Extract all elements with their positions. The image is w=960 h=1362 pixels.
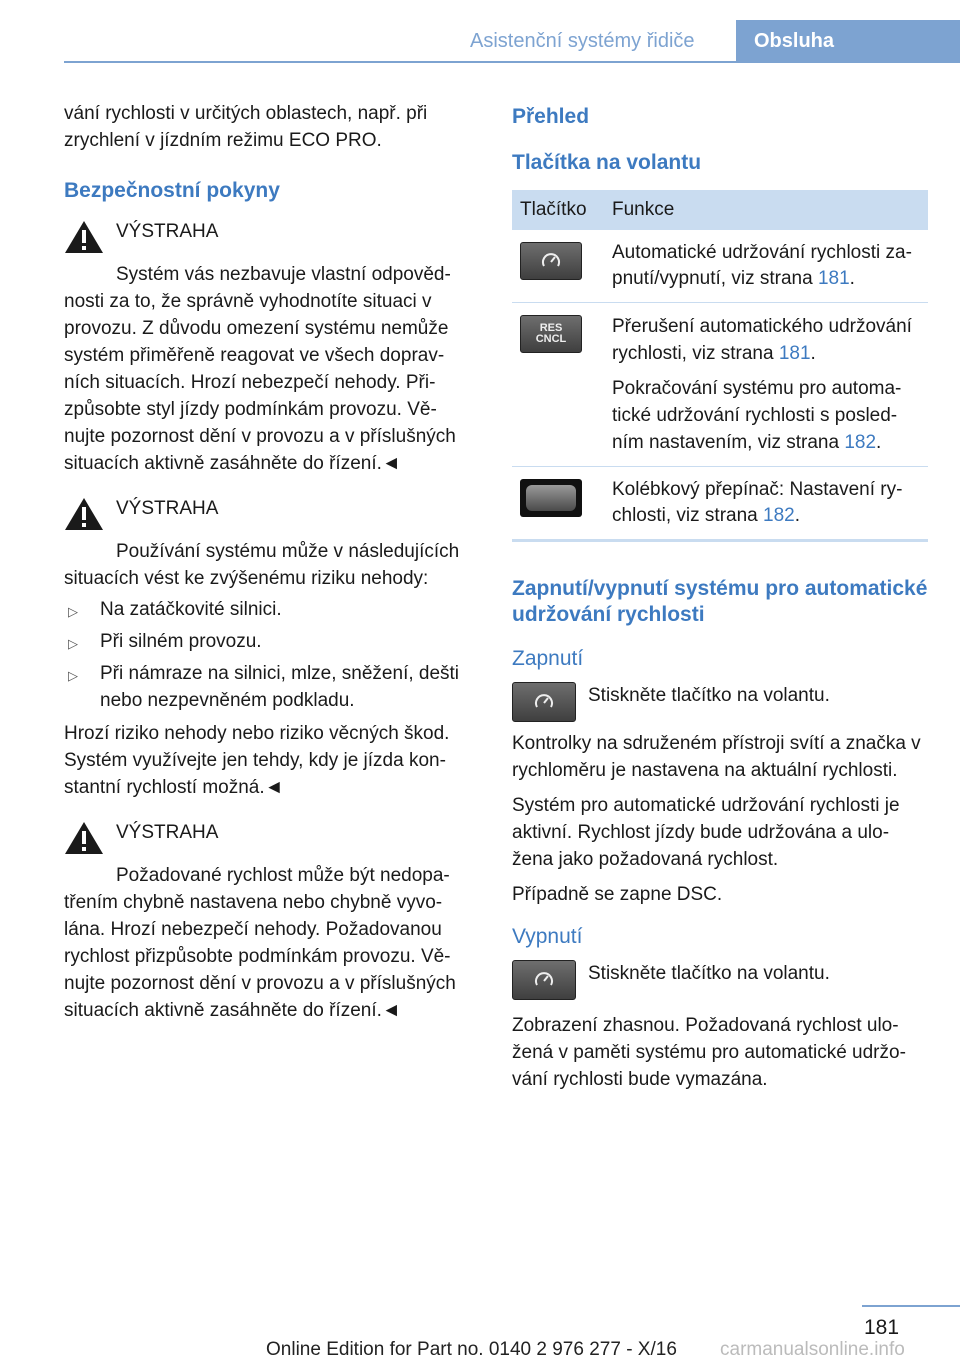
onoff-heading: Zapnutí/vypnutí systému pro automatické udržování rychlosti bbox=[512, 577, 928, 626]
watermark: carmanualsonline.info bbox=[720, 1339, 905, 1360]
table-row bbox=[512, 230, 928, 303]
cruise-control-key-icon bbox=[512, 682, 576, 722]
switch-on-heading: Zapnutí bbox=[512, 647, 584, 670]
column-header-key: Tlačítko bbox=[512, 190, 604, 230]
left-column bbox=[64, 100, 474, 1024]
warning-conclusion: Hrozí riziko nehody nebo riziko věcných škod. Systém využívejte jen tehdy, kdy je jízda kon-stantní rychlostí možná.◄ bbox=[64, 723, 450, 798]
warning-block-2 bbox=[64, 495, 474, 801]
switch-on-instruction bbox=[512, 682, 928, 722]
page-link[interactable]: 181 bbox=[778, 343, 811, 364]
res-cncl-key-icon: RES CNCL bbox=[520, 315, 582, 353]
switch-off-heading: Vypnutí bbox=[512, 925, 583, 948]
page-link[interactable]: 182 bbox=[763, 505, 795, 526]
header-chapter-tab bbox=[736, 20, 960, 63]
hazard-list bbox=[64, 596, 474, 714]
rocker-switch-icon bbox=[520, 479, 582, 517]
function-cell: Kolébkový přepínač: Nastavení ry-chlosti, viz strana 182. bbox=[604, 467, 928, 541]
header-chapter-label: Obsluha bbox=[754, 30, 835, 52]
safety-heading: Bezpečnostní pokyny bbox=[64, 179, 280, 202]
page-link[interactable]: 182 bbox=[844, 432, 877, 453]
warning-text: Systém vás nezbavuje vlastní odpověd-nosti za to, že správně vyhodnotíte situaci v provozu. Z důvodu omezení systému nemůže systém přiměřeně reagovat ve všech doprav-ních situacích. Hrozí nebezpečí nehody. Při-způsobte styl jízdy podmínkám provozu. Vě-nujte pozornost dění v provozu a v příslušných situacích aktivně zasáhněte do řízení.◄ bbox=[64, 264, 456, 474]
function-cell: Přerušení automatického udržování rychlosti, viz strana 181. Pokračování systému pro automa-tické udržování rychlosti s posled-ním nastavením, viz strana 182. bbox=[604, 303, 928, 467]
warning-triangle-icon bbox=[64, 495, 116, 536]
warning-block-1 bbox=[64, 218, 474, 477]
list-item: ▷ Při námraze na silnici, mlze, sněžení, dešti nebo nezpevněném podkladu. bbox=[68, 663, 460, 711]
header-divider bbox=[64, 61, 960, 63]
overview-heading: Přehled bbox=[512, 105, 590, 128]
table-header-row bbox=[512, 190, 928, 230]
paragraph: Kontrolky na sdruženém přístroji svítí a značka v rychloměru je nastavena na aktuální rychlosti. bbox=[512, 733, 921, 781]
footer-divider bbox=[862, 1305, 960, 1307]
right-column bbox=[512, 100, 928, 1101]
triangle-bullet-icon: ▷ bbox=[68, 636, 78, 651]
table-row bbox=[512, 303, 928, 467]
list-item: ▷ Na zatáčkovité silnici. bbox=[64, 596, 474, 623]
function-cell: Automatické udržování rychlosti za-pnutí/vypnutí, viz strana 181. bbox=[604, 230, 928, 303]
warning-triangle-icon bbox=[64, 218, 116, 259]
page-number: 181 bbox=[864, 1316, 900, 1339]
buttons-table bbox=[512, 190, 928, 542]
paragraph: Zobrazení zhasnou. Požadovaná rychlost ulo-žená v paměti systému pro automatické udržo-vání rychlosti bude vymazána. bbox=[512, 1015, 906, 1090]
paragraph: Případně se zapne DSC. bbox=[512, 884, 723, 905]
warning-text: Požadované rychlost může být nedopa-třením chybně nastavena nebo chybně vyvo-lána. Hrozí nebezpečí nehody. Požadovanou rychlost přizpůsobte podmínkám provozu. Vě-nujte pozornost dění v provozu a v příslušných situacích aktivně zasáhněte do řízení.◄ bbox=[64, 865, 456, 1021]
warning-title: VÝSTRAHA bbox=[116, 498, 219, 519]
cruise-control-key-icon bbox=[512, 960, 576, 1000]
warning-triangle-icon bbox=[64, 819, 116, 860]
intro-paragraph: vání rychlosti v určitých oblastech, např. při zrychlení v jízdním režimu ECO PRO. bbox=[64, 103, 428, 151]
wheel-buttons-heading: Tlačítka na volantu bbox=[512, 151, 702, 174]
column-header-function: Funkce bbox=[604, 190, 928, 230]
triangle-bullet-icon: ▷ bbox=[68, 668, 78, 683]
header-section-title: Asistenční systémy řidiče bbox=[470, 30, 695, 52]
paragraph: Systém pro automatické udržování rychlosti je aktivní. Rychlost jízdy bude udržována a ulo-žena jako požadovaná rychlost. bbox=[512, 795, 900, 870]
cruise-control-key-icon bbox=[520, 242, 582, 280]
press-button-text: Stiskněte tlačítko na volantu. bbox=[588, 963, 830, 984]
page-link[interactable]: 181 bbox=[817, 268, 850, 289]
warning-text: Používání systému může v následujících situacích vést ke zvýšenému riziku nehody: bbox=[64, 541, 460, 589]
warning-title: VÝSTRAHA bbox=[116, 221, 219, 242]
warning-title: VÝSTRAHA bbox=[116, 822, 219, 843]
triangle-bullet-icon: ▷ bbox=[68, 604, 78, 619]
press-button-text: Stiskněte tlačítko na volantu. bbox=[588, 685, 830, 706]
switch-off-instruction bbox=[512, 960, 928, 1000]
warning-block-3 bbox=[64, 819, 474, 1024]
edition-text: Online Edition for Part no. 0140 2 976 277 - X/16 bbox=[266, 1339, 677, 1360]
table-row bbox=[512, 467, 928, 541]
list-item: ▷ Při silném provozu. bbox=[64, 628, 474, 655]
